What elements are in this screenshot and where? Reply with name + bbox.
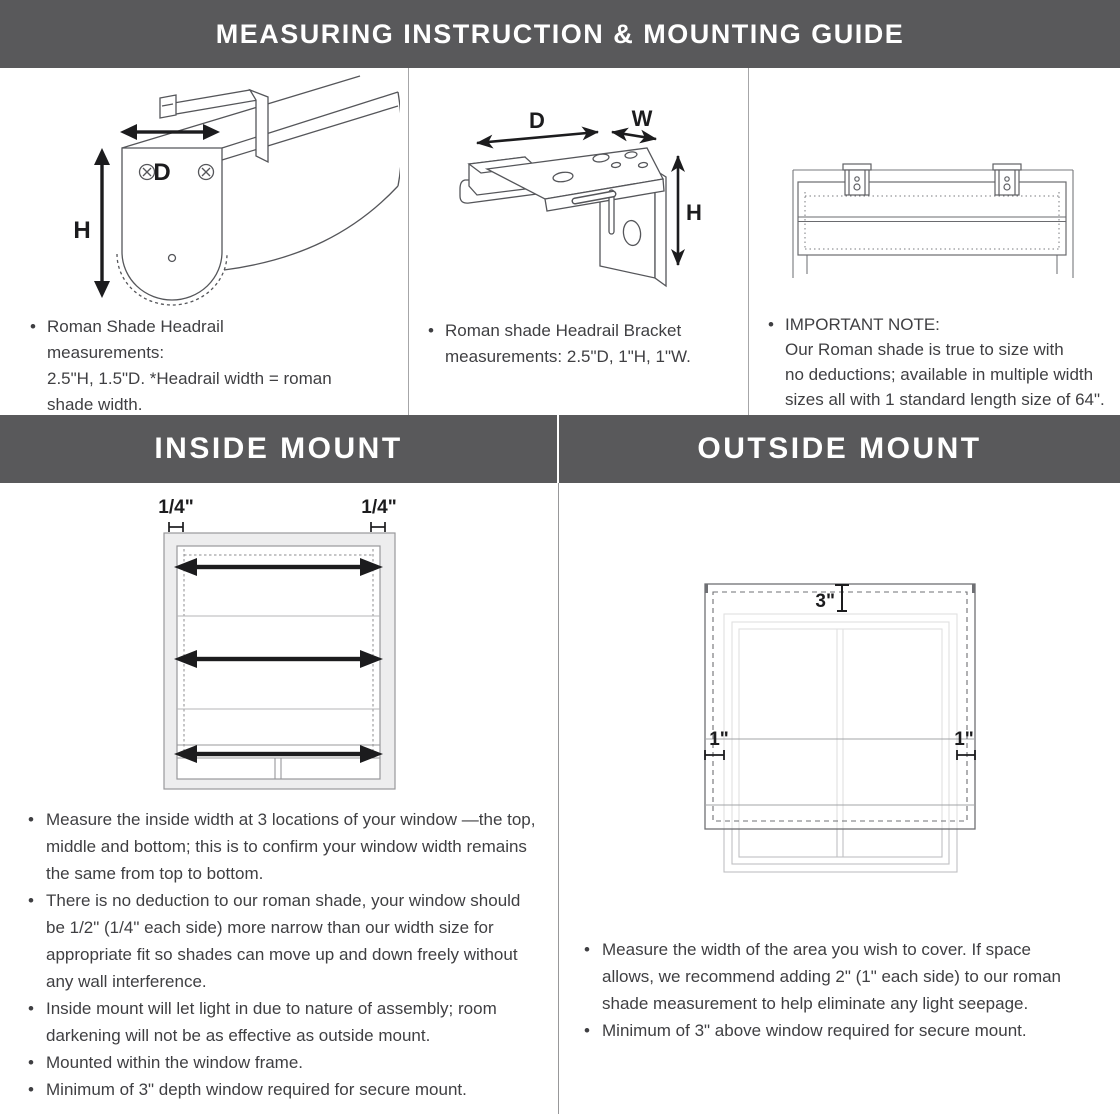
bullet-line: • Minimum of 3" depth window required for secure mount.	[46, 1080, 467, 1099]
bullet-line: • Mounted within the window frame.	[46, 1053, 304, 1072]
bullet-item	[30, 314, 340, 418]
page-title: MEASURING INSTRUCTION & MOUNTING GUIDE	[215, 18, 905, 49]
mount-section-divider	[558, 483, 559, 1114]
mount-bracket-icon	[993, 164, 1021, 195]
bullet-line: • Minimum of 3" above window required for secure mount.	[602, 1021, 1027, 1040]
dimension-label-quarter-left: 1/4"	[158, 497, 194, 518]
dimension-label-h: H	[686, 200, 702, 225]
page-title-bar	[0, 0, 1120, 68]
bullet-line: • Roman Shade Headrail measurements:	[47, 317, 224, 362]
bullet-line: • Inside mount will let light in due to nature of assembly; room	[46, 999, 497, 1018]
bullet-line: any wall interference.	[46, 972, 207, 991]
bullet-line: middle and bottom; this is to confirm your window width remains	[46, 837, 527, 856]
bullet-item	[584, 936, 1119, 1017]
bullet-line: shade measurement to help eliminate any light seepage.	[602, 994, 1029, 1013]
inside-mount-diagram	[147, 492, 457, 804]
dimension-label-1in-left: 1"	[709, 729, 729, 750]
bullet-line: be 1/2" (1/4" each side) more narrow than our width size for	[46, 918, 494, 937]
headrail-diagram	[10, 70, 400, 316]
mount-bracket-icon	[843, 164, 871, 195]
dimension-label-d: D	[529, 108, 545, 133]
bullet-line: 2.5"H, 1.5"D. *Headrail width = roman	[47, 369, 332, 388]
column-divider-1	[408, 68, 409, 415]
outside-mount-bullets	[584, 936, 1119, 1044]
bracket-diagram	[425, 80, 745, 312]
mounted-shade-diagram	[785, 160, 1115, 285]
outside-mount-diagram	[697, 574, 987, 894]
inside-mount-title: INSIDE MOUNT	[154, 432, 403, 465]
bullet-line: Our Roman shade is true to size with	[785, 340, 1064, 359]
bullet-line: • Measure the width of the area you wish to cover. If space	[602, 940, 1032, 959]
bullet-line: shade width.	[47, 395, 143, 414]
bullet-line: darkening will not be as effective as outside mount.	[46, 1026, 431, 1045]
dimension-label-1in-right: 1"	[954, 729, 974, 750]
dimension-label-quarter-right: 1/4"	[361, 497, 397, 518]
bullet-line: the same from top to bottom.	[46, 864, 264, 883]
dimension-label-w: W	[631, 106, 653, 131]
column-divider-2	[748, 68, 749, 415]
bullet-item	[428, 318, 708, 370]
note-title: • IMPORTANT NOTE:	[785, 315, 940, 334]
bullet-item	[28, 887, 550, 995]
important-note	[768, 312, 1116, 412]
roman-shade	[705, 584, 975, 829]
inside-mount-bullets	[28, 806, 550, 1103]
bullet-item	[28, 1049, 550, 1076]
bullet-item	[28, 995, 550, 1049]
bullet-item	[768, 312, 1116, 412]
bracket-note	[428, 318, 708, 370]
bullet-line: • Measure the inside width at 3 locations of your window —the top,	[46, 810, 536, 829]
bullet-line: allows, we recommend adding 2" (1" each side) to our roman	[602, 967, 1062, 986]
bullet-line: measurements: 2.5"D, 1"H, 1"W.	[445, 347, 691, 366]
dimension-label-d: D	[153, 159, 171, 186]
headrail-note	[30, 314, 340, 418]
headrail-front	[798, 182, 1066, 255]
dimension-label-h: H	[73, 217, 91, 244]
bullet-line: sizes all with 1 standard length size of 64".	[785, 390, 1105, 409]
bullet-item	[28, 1076, 550, 1103]
bullet-line: appropriate fit so shades can move up and down freely without	[46, 945, 518, 964]
outside-mount-header	[559, 415, 1120, 483]
bullet-item	[584, 1017, 1119, 1044]
bullet-line: • Roman shade Headrail Bracket	[445, 321, 682, 340]
bullet-line: • There is no deduction to our roman shade, your window should	[46, 891, 521, 910]
outside-mount-title: OUTSIDE MOUNT	[697, 432, 982, 465]
bullet-line: no deductions; available in multiple width	[785, 365, 1094, 384]
quarter-inch-marks	[169, 522, 385, 532]
dimension-label-3in: 3"	[815, 591, 835, 612]
inside-mount-header	[0, 415, 557, 483]
bullet-item	[28, 806, 550, 887]
